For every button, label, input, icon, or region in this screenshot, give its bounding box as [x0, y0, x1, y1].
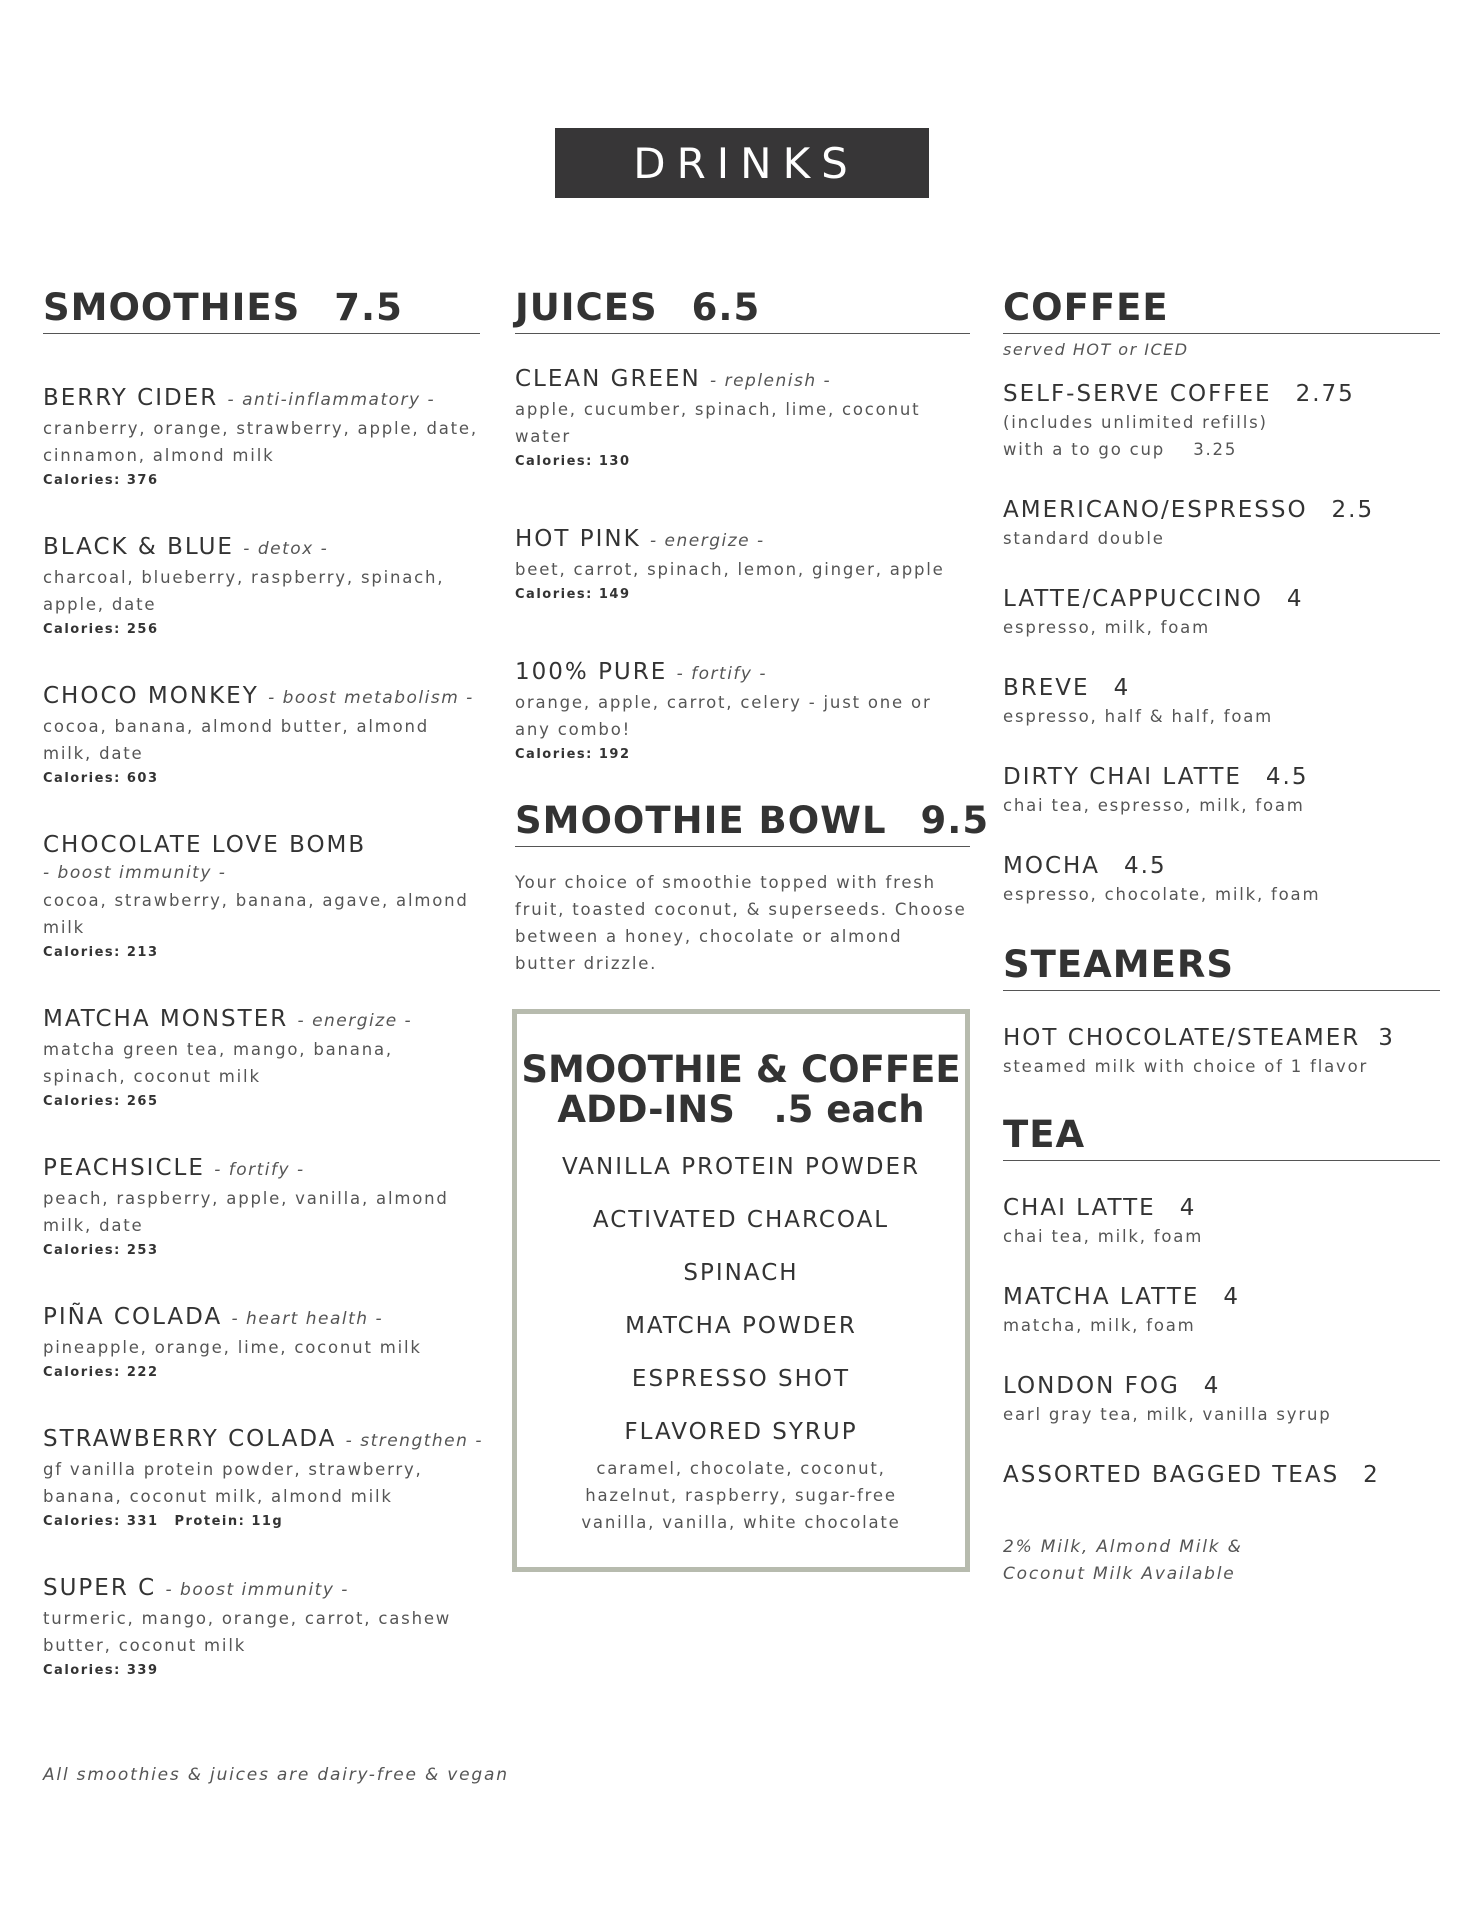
addins-title-line1: SMOOTHIE & COFFEE [521, 1048, 961, 1091]
item-calories: Calories: 213 [43, 945, 159, 960]
section-heading-tea: TEA [1003, 1114, 1440, 1161]
item-tag: - replenish - [710, 371, 832, 391]
syrup-flavors: caramel, chocolate, coconut, hazelnut, raspberry, sugar-free vanilla, vanilla, white chocolate [581, 1459, 901, 1532]
milk-note-line2: Coconut Milk Available [1003, 1564, 1236, 1584]
item-description: chai tea, milk, foam [1003, 1227, 1204, 1246]
item-name: LONDON FOG [1003, 1373, 1180, 1399]
item-tag: - anti-inflammatory - [227, 390, 436, 410]
addin-flavored-syrup: FLAVORED SYRUP [624, 1419, 858, 1445]
item-description: peach, raspberry, apple, vanilla, almond milk, date [43, 1189, 449, 1235]
item-calories: Calories: 222 [43, 1365, 159, 1380]
milk-options-note [1003, 1534, 1440, 1588]
item-name: HOT CHOCOLATE/STEAMER [1003, 1025, 1361, 1051]
item-price: 4 [1286, 586, 1304, 612]
section-heading-juices [515, 287, 970, 334]
item-description: orange, apple, carrot, celery - just one or any combo! [515, 693, 932, 739]
menu-item-hot-pink [515, 524, 970, 602]
coffee-tea-column [1003, 287, 1440, 1588]
item-description: earl gray tea, milk, vanilla syrup [1003, 1405, 1332, 1424]
item-description: pineapple, orange, lime, coconut milk [43, 1338, 422, 1357]
item-tag: - detox - [243, 539, 329, 559]
section-title: SMOOTHIES [43, 286, 301, 329]
item-name: HOT PINK [515, 526, 641, 552]
item-description: steamed milk with choice of 1 flavor [1003, 1057, 1369, 1076]
juices-column [515, 286, 990, 977]
item-calories: Calories: 192 [515, 747, 631, 762]
item-to-go-price: with a to go cup 3.25 [1003, 440, 1238, 459]
item-name: DIRTY CHAI LATTE [1003, 764, 1242, 790]
item-price: 4 [1203, 1373, 1221, 1399]
menu-item-latte-cappuccino [1003, 584, 1440, 641]
item-price: 2.75 [1295, 381, 1355, 407]
item-description: cocoa, strawberry, banana, agave, almond milk [43, 891, 469, 937]
item-tag: - fortify - [214, 1160, 305, 1180]
item-name: BLACK & BLUE [43, 534, 234, 560]
item-calories: Calories: 253 [43, 1243, 159, 1258]
item-name: CHAI LATTE [1003, 1195, 1156, 1221]
section-price: 7.5 [334, 286, 403, 329]
item-description: matcha green tea, mango, banana, spinach, coconut milk [43, 1040, 393, 1086]
item-description: espresso, chocolate, milk, foam [1003, 885, 1321, 904]
addins-box [512, 1009, 970, 1572]
item-description: cocoa, banana, almond butter, almond milk, date [43, 717, 430, 763]
item-calories: Calories: 603 [43, 771, 159, 786]
item-price: 2.5 [1331, 497, 1375, 523]
item-calories: Calories: 130 [515, 454, 631, 469]
smoothies-column [43, 286, 483, 1678]
item-name: STRAWBERRY COLADA [43, 1426, 337, 1452]
menu-item-super-c [43, 1573, 480, 1678]
item-description: cranberry, orange, strawberry, apple, date, cinnamon, almond milk [43, 419, 478, 465]
menu-item-strawberry-colada [43, 1424, 483, 1529]
section-heading-coffee: COFFEE [1003, 287, 1440, 334]
menu-item-pina-colada [43, 1302, 480, 1380]
section-heading-smoothie-bowl [515, 799, 990, 847]
section-title: JUICES [515, 286, 658, 329]
item-price: 4.5 [1265, 764, 1309, 790]
menu-item-chocolate-love-bomb [43, 830, 480, 960]
item-calories: Calories: 331 [43, 1514, 159, 1529]
item-name: BERRY CIDER [43, 385, 219, 411]
section-price: 9.5 [920, 799, 990, 842]
menu-item-chai-latte [1003, 1193, 1440, 1250]
item-name: PEACHSICLE [43, 1155, 205, 1181]
item-name: BREVE [1003, 675, 1090, 701]
item-description: gf vanilla protein powder, strawberry, banana, coconut milk, almond milk [43, 1460, 423, 1506]
menu-item-matcha-monster [43, 1004, 480, 1109]
item-tag: - energize - [297, 1011, 413, 1031]
menu-item-black-blue [43, 532, 480, 637]
item-price: 2 [1363, 1462, 1380, 1488]
addin-spinach: SPINACH [683, 1260, 799, 1286]
item-name: SELF-SERVE COFFEE [1003, 381, 1272, 407]
item-name: MOCHA [1003, 853, 1101, 879]
item-tag: - boost immunity - [43, 863, 227, 883]
menu-item-self-serve-coffee [1003, 379, 1440, 463]
addin-activated-charcoal: ACTIVATED CHARCOAL [592, 1207, 890, 1233]
addin-matcha-powder: MATCHA POWDER [625, 1313, 857, 1339]
item-tag: - strengthen - [345, 1431, 483, 1451]
item-description: turmeric, mango, orange, carrot, cashew butter, coconut milk [43, 1609, 452, 1655]
item-price: 3 [1378, 1025, 1395, 1051]
section-heading-steamers: STEAMERS [1003, 944, 1440, 991]
menu-banner-drinks: DRINKS [555, 128, 929, 198]
dairy-free-footnote: All smoothies & juices are dairy-free & vegan [43, 1765, 509, 1785]
addin-vanilla-protein-powder: VANILLA PROTEIN POWDER [562, 1154, 920, 1180]
menu-item-100-pure [515, 657, 970, 762]
item-description: beet, carrot, spinach, lemon, ginger, apple [515, 560, 945, 579]
addins-title [517, 1050, 965, 1130]
addins-title-line2: ADD-INS .5 each [557, 1088, 925, 1131]
item-price: 4 [1113, 675, 1131, 701]
item-description: (includes unlimited refills) [1003, 413, 1268, 432]
item-description: charcoal, blueberry, raspberry, spinach, apple, date [43, 568, 445, 614]
item-tag: - heart health - [231, 1309, 384, 1329]
menu-item-dirty-chai-latte [1003, 762, 1440, 819]
item-calories: Calories: 149 [515, 587, 631, 602]
menu-item-berry-cider [43, 383, 480, 488]
menu-item-clean-green [515, 364, 970, 469]
menu-item-breve [1003, 673, 1440, 730]
section-title: SMOOTHIE BOWL [515, 799, 887, 842]
item-description: espresso, half & half, foam [1003, 707, 1274, 726]
menu-item-mocha [1003, 851, 1440, 908]
item-tag: - boost metabolism - [268, 688, 474, 708]
item-name: CLEAN GREEN [515, 366, 701, 392]
menu-item-matcha-latte [1003, 1282, 1440, 1339]
item-name: PIÑA COLADA [43, 1304, 223, 1330]
item-protein: Protein: 11g [174, 1514, 284, 1529]
menu-item-choco-monkey [43, 681, 480, 786]
menu-item-hot-chocolate-steamer [1003, 1023, 1440, 1080]
milk-note-line1: 2% Milk, Almond Milk & [1003, 1537, 1243, 1557]
smoothie-bowl-description: Your choice of smoothie topped with fresh fruit, toasted coconut, & superseeds. Choose between a honey, chocolate or almond butter drizzle. [515, 873, 967, 973]
item-calories: Calories: 339 [43, 1663, 159, 1678]
item-tag: - boost immunity - [165, 1580, 349, 1600]
item-name: MATCHA MONSTER [43, 1006, 289, 1032]
item-name: 100% PURE [515, 659, 668, 685]
item-tag: - energize - [650, 531, 765, 551]
section-heading-smoothies [43, 287, 480, 334]
item-description: apple, cucumber, spinach, lime, coconut water [515, 400, 921, 446]
coffee-subtitle: served HOT or ICED [1003, 340, 1189, 359]
item-description: espresso, milk, foam [1003, 618, 1210, 637]
item-name: LATTE/CAPPUCCINO [1003, 586, 1263, 612]
menu-item-peachsicle [43, 1153, 480, 1258]
item-price: 4 [1179, 1195, 1197, 1221]
item-calories: Calories: 376 [43, 473, 159, 488]
menu-item-london-fog [1003, 1371, 1440, 1428]
menu-item-assorted-bagged-teas [1003, 1460, 1440, 1490]
item-price: 4.5 [1124, 853, 1167, 879]
item-name: AMERICANO/ESPRESSO [1003, 497, 1308, 523]
item-description: standard double [1003, 529, 1165, 548]
menu-item-americano-espresso [1003, 495, 1440, 552]
item-name: CHOCOLATE LOVE BOMB [43, 832, 367, 858]
item-tag: - fortify - [676, 664, 767, 684]
item-name: SUPER C [43, 1575, 157, 1601]
item-description: matcha, milk, foam [1003, 1316, 1196, 1335]
item-name: MATCHA LATTE [1003, 1284, 1200, 1310]
item-calories: Calories: 256 [43, 622, 159, 637]
addin-espresso-shot: ESPRESSO SHOT [631, 1366, 851, 1392]
item-calories: Calories: 265 [43, 1094, 159, 1109]
section-price: 6.5 [691, 286, 761, 329]
item-name: CHOCO MONKEY [43, 683, 259, 709]
item-price: 4 [1223, 1284, 1241, 1310]
item-description: chai tea, espresso, milk, foam [1003, 796, 1305, 815]
item-name: ASSORTED BAGGED TEAS [1003, 1462, 1340, 1488]
